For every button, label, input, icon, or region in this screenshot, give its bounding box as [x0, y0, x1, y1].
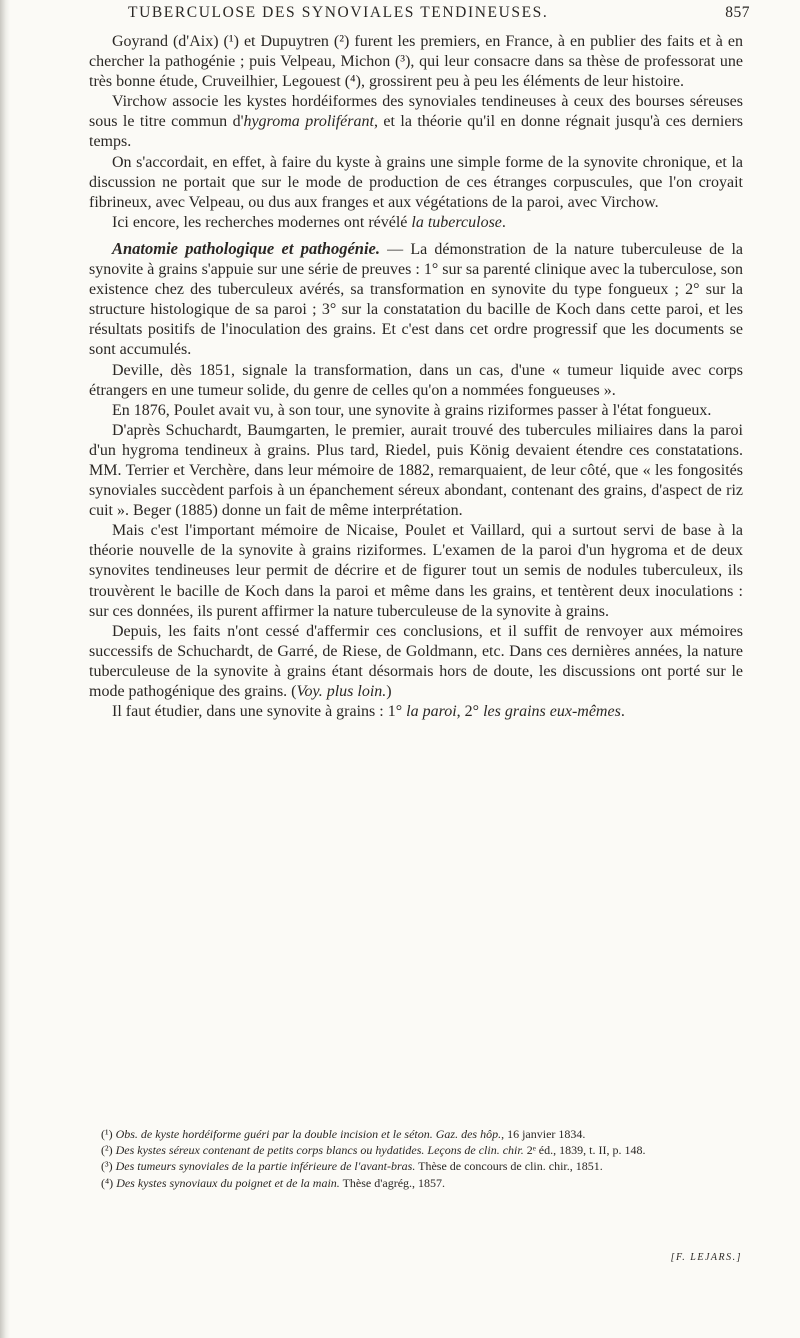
- paragraph: [89, 239, 743, 361]
- paragraph-text: ): [386, 683, 392, 700]
- footnote-marker: (¹): [101, 1127, 116, 1141]
- running-header: [90, 4, 750, 24]
- page-number: 857: [725, 4, 750, 21]
- paragraph-text: , 2°: [456, 703, 484, 721]
- footnote-marker: (³): [101, 1159, 116, 1174]
- paragraph-text: Goyrand (d'Aix) (¹) et Dupuytren (²) furent les premiers, en France, à en publier des faits et à en chercher la pathogénie ; puis Velpeau, Michon (³), qui leur consacre dans sa thèse de professorat une très bonne étude, Cruveilhier, Legouest (⁴), grossirent peu à peu les éléments de leur histoire.: [89, 33, 743, 91]
- paragraph: [89, 421, 743, 521]
- paragraph: [89, 401, 743, 421]
- paragraph-text: D'après Schuchardt, Baumgarten, le premier, aurait trouvé des tubercules miliaires dans la paroi d'un hygroma tendineux à grains. Plus tard, Riedel, puis König devaient étendre ces constatations. MM. Terrier et Verchère, dans leur mémoire de 1882, remarquaient, de leur côté, que « les fongosités synoviales succèdent parfois à un épanchement séreux abondant, contenant des grains, d'aspect de riz cuit ». Beger (1885) donne un fait de même interprétation.: [89, 421, 743, 520]
- footnote: [89, 1142, 743, 1158]
- footnote: [89, 1158, 743, 1174]
- footnote: [89, 1175, 743, 1191]
- paragraph: [89, 92, 743, 152]
- footnote-marker: (²): [101, 1143, 116, 1158]
- footnote-marker: (⁴): [101, 1175, 117, 1190]
- main-text: [89, 32, 743, 722]
- paragraph: [89, 153, 743, 213]
- italic-term: la tuberculose: [411, 213, 502, 231]
- paragraph-text: Mais c'est l'important mémoire de Nicaise, Poulet et Vaillard, qui a surtout servi de base à la théorie nouvelle de la synovite à grains riziformes. L'examen de la paroi d'un hygroma et de deux synovites tendineuses leur permit de décrire et de figurer tout un semis de nodules tuberculeux, ils trouvèrent le bacille de Koch dans la paroi et même dans les grains, et tentèrent deux inoculations : sur ces données, ils purent affirmer la nature tuberculeuse de la synovite à grains.: [89, 522, 743, 620]
- footnote: [89, 1126, 743, 1142]
- paragraph: [89, 32, 743, 92]
- footnote-text: Thèse d'agrég., 1857.: [339, 1175, 446, 1190]
- running-title: TUBERCULOSE DES SYNOVIALES TENDINEUSES.: [128, 4, 549, 21]
- footnotes: [89, 1126, 743, 1191]
- paragraph-text: On s'accordait, en effet, à faire du kyste à grains une simple forme de la synovite chronique, et la discussion ne portait que sur le mode de production de ces étranges corpuscules, que l'on croyait fibrineux, avec Velpeau, ou dus aux franges et aux végétations de la paroi, avec Virchow.: [89, 153, 743, 211]
- paragraph: [89, 622, 743, 702]
- footnote-title: Obs. de kyste hordéiforme guéri par la double incision et le séton. Gaz. des hôp.: [115, 1127, 502, 1141]
- footnote-text: Thèse de concours de clin. chir., 1851.: [415, 1159, 603, 1174]
- author-signature: [F. LEJARS.]: [670, 1252, 742, 1263]
- paragraph-text: En 1876, Poulet avait vu, à son tour, une synovite à grains riziformes passer à l'état fongueux.: [112, 401, 712, 419]
- paragraph: [89, 521, 743, 621]
- italic-term: la paroi: [406, 703, 457, 721]
- paragraph-text: Deville, dès 1851, signale la transformation, dans un cas, d'une « tumeur liquide avec corps étrangers en une tumeur solide, du genre de celles qu'on a nommées fongueuses ».: [89, 361, 743, 399]
- footnote-title: Des kystes synoviaux du poignet et de la main.: [116, 1175, 340, 1190]
- paragraph-text: Virchow associe les kystes hordéiformes des synoviales tendineuses à ceux des bourses séreuses sous le titre commun d': [89, 93, 743, 131]
- paragraph: [89, 213, 743, 233]
- footnote-title: Des kystes séreux contenant de petits corps blancs ou hydatides. Leçons de clin. chir.: [115, 1143, 524, 1158]
- paragraph-text: — La démonstration de la nature tuberculeuse de la synovite à grains s'appuie sur une série de preuves : 1° sur sa parenté clinique avec la tuberculose, son existence chez des tuberculeux avérés, sa transformation en synovite du type fongueux ; 2° sur la structure histologique de sa paroi ; 3° sur la constatation du bacille de Koch dans cette paroi, et les résultats positifs de l'inoculation des grains. Et c'est dans cet ordre progressif que les documents se sont accumulés.: [89, 240, 743, 359]
- paragraph-text: .: [501, 213, 506, 231]
- footnote-text: 2ᵉ éd., 1839, t. II, p. 148.: [523, 1143, 646, 1158]
- paragraph-text: Ici encore, les recherches modernes ont révélé: [112, 213, 412, 231]
- paragraph: [89, 361, 743, 401]
- paragraph-text: , et la théorie qu'il en donne régnait jusqu'à ces derniers temps.: [89, 113, 743, 151]
- paragraph-text: Il faut étudier, dans une synovite à grains : 1°: [112, 703, 407, 721]
- footnote-text: , 16 janvier 1834.: [501, 1127, 586, 1141]
- paragraph-text: .: [620, 703, 625, 721]
- paragraph: [89, 702, 743, 722]
- paragraph-text: Depuis, les faits n'ont cessé d'affermir ces conclusions, et il suffit de renvoyer aux mémoires successifs de Schuchardt, de Garré, de Riese, de Goldmann, etc. Dans ces dernières années, la nature tuberculeuse de la synovite à grains étant désormais hors de doute, les discussions ont porté sur le mode pathogénique des grains. (: [89, 622, 743, 700]
- section-heading: Anatomie pathologique et pathogénie.: [112, 238, 380, 258]
- italic-term: Voy. plus loin.: [296, 683, 387, 700]
- italic-term: hygroma proliférant: [243, 113, 374, 131]
- footnote-title: Des tumeurs synoviales de la partie inférieure de l'avant-bras.: [115, 1159, 416, 1174]
- page-edge-shadow: [0, 0, 10, 1338]
- italic-term: les grains eux-mêmes: [483, 703, 621, 721]
